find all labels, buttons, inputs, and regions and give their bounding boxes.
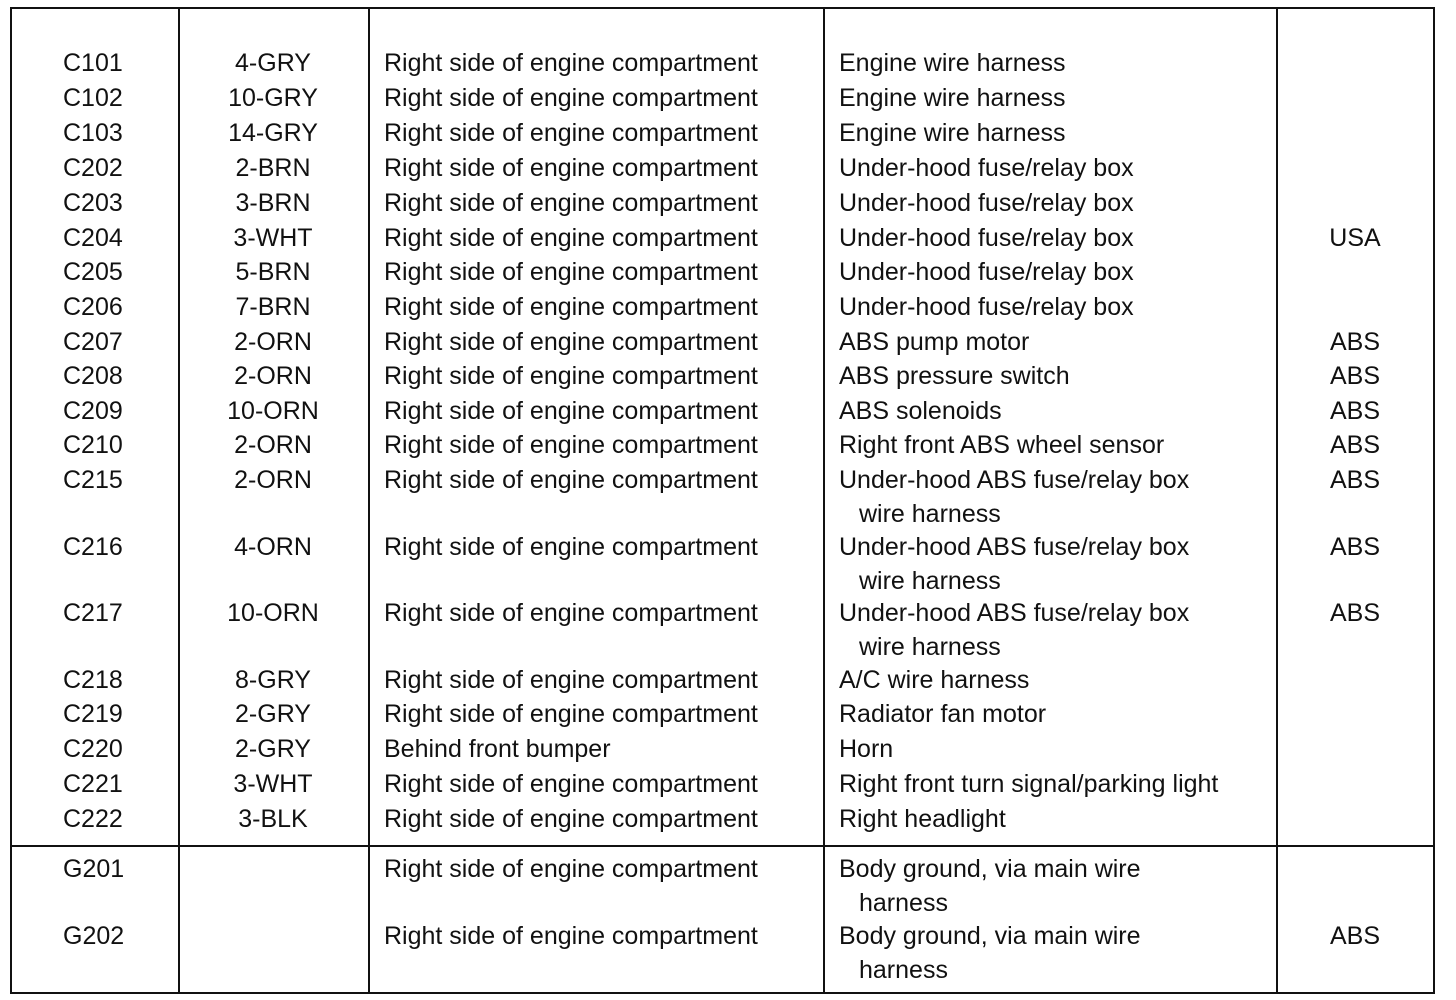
option-note: ABS xyxy=(1329,533,1381,561)
location: Behind front bumper xyxy=(384,735,611,763)
component-name: Under-hood ABS fuse/relay box xyxy=(839,599,1190,627)
component-name: Under-hood ABS fuse/relay box xyxy=(839,533,1190,561)
location: Right side of engine compartment xyxy=(384,293,758,321)
component-name: ABS solenoids xyxy=(839,397,1002,425)
component-name: Radiator fan motor xyxy=(839,700,1047,728)
wire-color: 2-GRY xyxy=(235,735,311,763)
component xyxy=(839,852,1141,920)
location: Right side of engine compartment xyxy=(384,84,758,112)
component xyxy=(839,116,1066,150)
component-name: Horn xyxy=(839,735,894,763)
location: Right side of engine compartment xyxy=(384,397,758,425)
location: Right side of engine compartment xyxy=(384,700,758,728)
location: Right side of engine compartment xyxy=(384,599,758,627)
location: Right side of engine compartment xyxy=(384,49,758,77)
location: Right side of engine compartment xyxy=(384,224,758,252)
component xyxy=(839,767,1218,801)
section-divider xyxy=(10,845,1435,847)
component xyxy=(839,81,1066,115)
wire-color: 3-BRN xyxy=(235,189,311,217)
component-continuation: wire harness xyxy=(859,567,1001,595)
wire-color: 5-BRN xyxy=(235,258,311,286)
component-name: Right front ABS wheel sensor xyxy=(839,431,1165,459)
connector-id: C219 xyxy=(63,700,123,728)
connector-id: C203 xyxy=(63,189,123,217)
component xyxy=(839,463,1189,531)
wire-color: 2-GRY xyxy=(235,700,311,728)
location: Right side of engine compartment xyxy=(384,922,758,950)
component xyxy=(839,663,1029,697)
location: Right side of engine compartment xyxy=(384,431,758,459)
wire-color: 10-ORN xyxy=(227,599,319,627)
component xyxy=(839,732,893,766)
connector-id: C205 xyxy=(63,258,123,286)
connector-id: C102 xyxy=(63,84,123,112)
component-name: Under-hood fuse/relay box xyxy=(839,224,1134,252)
location: Right side of engine compartment xyxy=(384,770,758,798)
connector-id: C218 xyxy=(63,666,123,694)
wire-color: 2-BRN xyxy=(235,154,311,182)
component-continuation: wire harness xyxy=(859,500,1001,528)
wire-color: 3-BLK xyxy=(238,805,308,833)
component-name: Body ground, via main wire xyxy=(839,855,1141,883)
option-note: ABS xyxy=(1329,466,1381,494)
connector-id: C221 xyxy=(63,770,123,798)
wire-color: 3-WHT xyxy=(233,770,313,798)
component xyxy=(839,325,1029,359)
component xyxy=(839,46,1066,80)
component-name: Right headlight xyxy=(839,805,1006,833)
component-name: Under-hood ABS fuse/relay box xyxy=(839,466,1190,494)
wire-color: 4-GRY xyxy=(235,49,311,77)
connector-id: G202 xyxy=(63,922,125,950)
component xyxy=(839,359,1070,393)
component xyxy=(839,697,1046,731)
wire-color: 2-ORN xyxy=(234,431,312,459)
component xyxy=(839,186,1134,220)
component-continuation: harness xyxy=(859,889,948,917)
component xyxy=(839,255,1134,289)
connector-id: C101 xyxy=(63,49,123,77)
wire-color: 14-GRY xyxy=(228,119,318,147)
location: Right side of engine compartment xyxy=(384,666,758,694)
component xyxy=(839,151,1134,185)
connector-id: C202 xyxy=(63,154,123,182)
connector-id: C217 xyxy=(63,599,123,627)
connector-id: G201 xyxy=(63,855,125,883)
component-name: A/C wire harness xyxy=(839,666,1030,694)
location: Right side of engine compartment xyxy=(384,154,758,182)
connector-id: C204 xyxy=(63,224,123,252)
wire-color: 2-ORN xyxy=(234,362,312,390)
component-continuation: harness xyxy=(859,956,948,984)
connector-id: C208 xyxy=(63,362,123,390)
location: Right side of engine compartment xyxy=(384,466,758,494)
component-name: Under-hood fuse/relay box xyxy=(839,258,1134,286)
connector-id: C222 xyxy=(63,805,123,833)
location: Right side of engine compartment xyxy=(384,805,758,833)
wire-color: 7-BRN xyxy=(235,293,311,321)
component-name: ABS pump motor xyxy=(839,328,1030,356)
connector-id: C220 xyxy=(63,735,123,763)
component xyxy=(839,221,1134,255)
location: Right side of engine compartment xyxy=(384,189,758,217)
option-note: ABS xyxy=(1329,922,1381,950)
location: Right side of engine compartment xyxy=(384,533,758,561)
component xyxy=(839,802,1006,836)
component-name: Engine wire harness xyxy=(839,49,1066,77)
location: Right side of engine compartment xyxy=(384,119,758,147)
component-continuation: wire harness xyxy=(859,633,1001,661)
wire-color: 10-ORN xyxy=(227,397,319,425)
component xyxy=(839,290,1134,324)
component-name: Under-hood fuse/relay box xyxy=(839,154,1134,182)
location: Right side of engine compartment xyxy=(384,258,758,286)
connector-id: C207 xyxy=(63,328,123,356)
wire-color: 2-ORN xyxy=(234,328,312,356)
option-note: ABS xyxy=(1329,431,1381,459)
wire-color: 8-GRY xyxy=(235,666,311,694)
option-note: ABS xyxy=(1329,362,1381,390)
component-name: Engine wire harness xyxy=(839,119,1066,147)
component xyxy=(839,596,1189,664)
component-name: Right front turn signal/parking light xyxy=(839,770,1219,798)
location: Right side of engine compartment xyxy=(384,855,758,883)
component xyxy=(839,394,1002,428)
wire-color: 2-ORN xyxy=(234,466,312,494)
connector-id: C215 xyxy=(63,466,123,494)
component-name: Engine wire harness xyxy=(839,84,1066,112)
option-note: ABS xyxy=(1329,328,1381,356)
connector-id: C216 xyxy=(63,533,123,561)
component-name: Under-hood fuse/relay box xyxy=(839,189,1134,217)
wire-color: 4-ORN xyxy=(234,533,312,561)
option-note: ABS xyxy=(1329,397,1381,425)
component xyxy=(839,919,1141,987)
component-name: Body ground, via main wire xyxy=(839,922,1141,950)
option-note: ABS xyxy=(1329,599,1381,627)
location: Right side of engine compartment xyxy=(384,328,758,356)
connector-id: C103 xyxy=(63,119,123,147)
component-name: ABS pressure switch xyxy=(839,362,1070,390)
connector-id: C209 xyxy=(63,397,123,425)
connector-id: C206 xyxy=(63,293,123,321)
wire-color: 3-WHT xyxy=(233,224,313,252)
component-name: Under-hood fuse/relay box xyxy=(839,293,1134,321)
connector-id: C210 xyxy=(63,431,123,459)
component xyxy=(839,428,1164,462)
location: Right side of engine compartment xyxy=(384,362,758,390)
option-note: USA xyxy=(1329,224,1381,252)
wire-color: 10-GRY xyxy=(228,84,318,112)
component xyxy=(839,530,1189,598)
